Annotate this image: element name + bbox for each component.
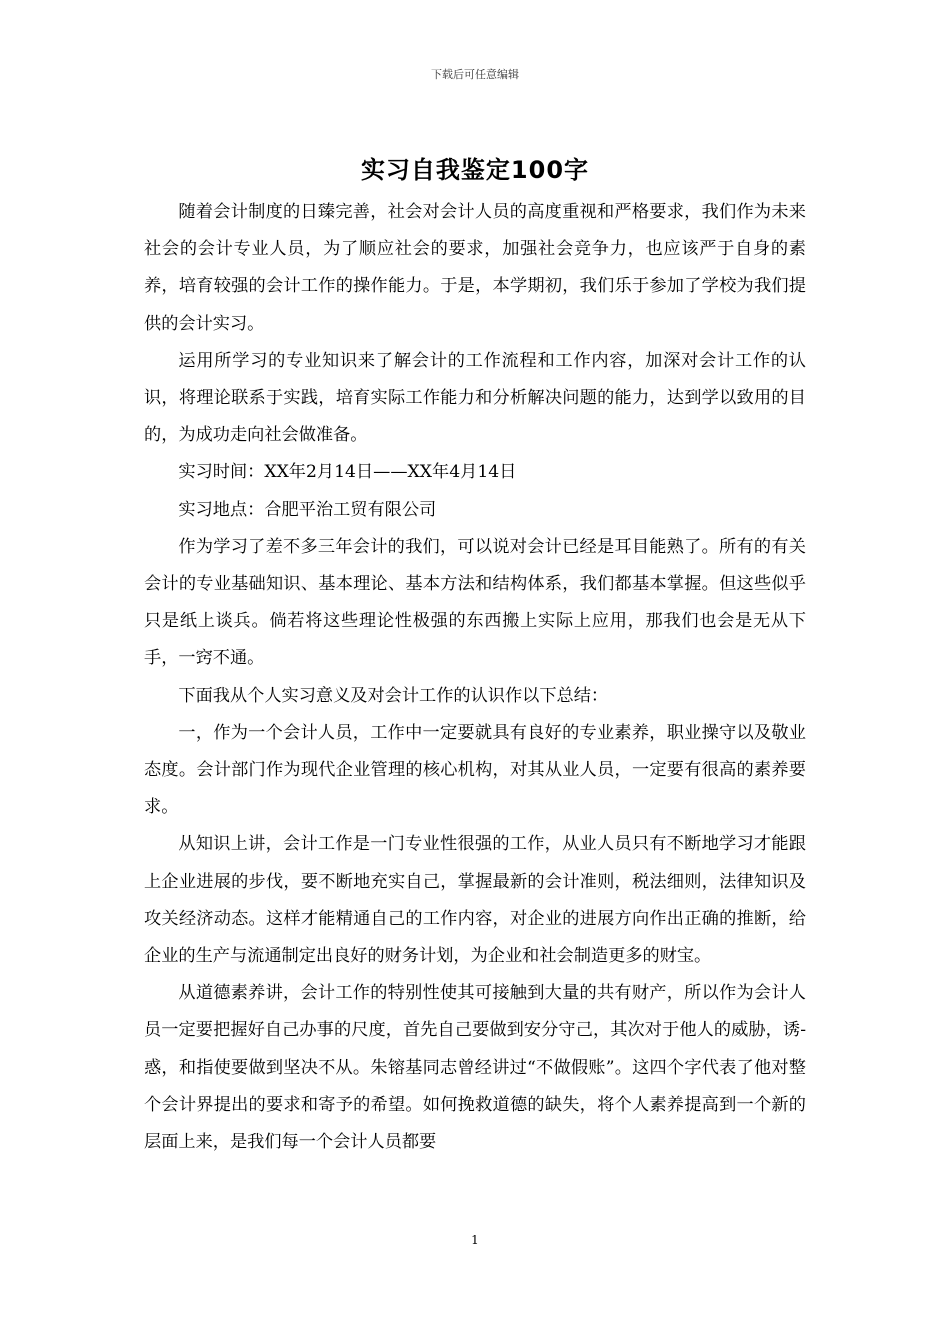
paragraph-internship-location: 实习地点：合肥平治工贸有限公司 bbox=[178, 499, 437, 520]
paragraph-purpose: 运用所学习的专业知识来了解会计的工作流程和工作内容，加深对会计工作的认识，将理论联系于实践，培育实际工作能力和分析解决问题的能力，达到学以致用的目的，为成功走向社会做准备。 bbox=[144, 350, 806, 446]
header-note: 下载后可任意编辑 bbox=[431, 68, 519, 81]
document-title: 实习自我鉴定100字 bbox=[360, 156, 590, 184]
paragraph-point-one: 一，作为一个会计人员，工作中一定要就具有良好的专业素养，职业操守以及敬业态度。会计部门作为现代企业管理的核心机构，对其从业人员，一定要有很高的素养要求。 bbox=[144, 722, 806, 818]
paragraph-internship-time: 实习时间：XX年2月14日——XX年4月14日 bbox=[178, 462, 517, 483]
paragraph-knowledge: 从知识上讲，会计工作是一门专业性很强的工作，从业人员只有不断地学习才能跟上企业进展的步伐，要不断地充实自己，掌握最新的会计准则，税法细则，法律知识及攻关经济动态。这样才能精通自己的工作内容，对企业的进展方向作出正确的推断，给企业的生产与流通制定出良好的财务计划，为企业和社会制造更多的财宝。 bbox=[144, 834, 806, 967]
paragraph-ethics: 从道德素养讲，会计工作的特别性使其可接触到大量的共有财产，所以作为会计人员一定要把握好自己办事的尺度，首先自己要做到安分守己，其次对于他人的威胁，诱-惑，和指使要做到坚决不从。朱镕基同志曾经讲过“不做假账”。这四个字代表了他对整个会计界提出的要求和寄予的希望。如何挽救道德的缺失，将个人素养提高到一个新的层面上来，是我们每一个会计人员都要 bbox=[144, 983, 806, 1153]
paragraph-background: 作为学习了差不多三年会计的我们，可以说对会计已经是耳目能熟了。所有的有关会计的专业基础知识、基本理论、基本方法和结构体系，我们都基本掌握。但这些似乎只是纸上谈兵。倘若将这些理论性极强的东西搬上实际上应用，那我们也会是无从下手，一窍不通。 bbox=[144, 536, 806, 669]
page-number: 1 bbox=[471, 1233, 479, 1247]
paragraph-summary-intro: 下面我从个人实习意义及对会计工作的认识作以下总结： bbox=[178, 685, 609, 706]
paragraph-intro: 随着会计制度的日臻完善，社会对会计人员的高度重视和严格要求，我们作为未来社会的会计专业人员，为了顺应社会的要求，加强社会竞争力，也应该严于自身的素养，培育较强的会计工作的操作能力。于是，本学期初，我们乐于参加了学校为我们提供的会计实习。 bbox=[144, 202, 806, 334]
document-body bbox=[144, 194, 806, 1161]
